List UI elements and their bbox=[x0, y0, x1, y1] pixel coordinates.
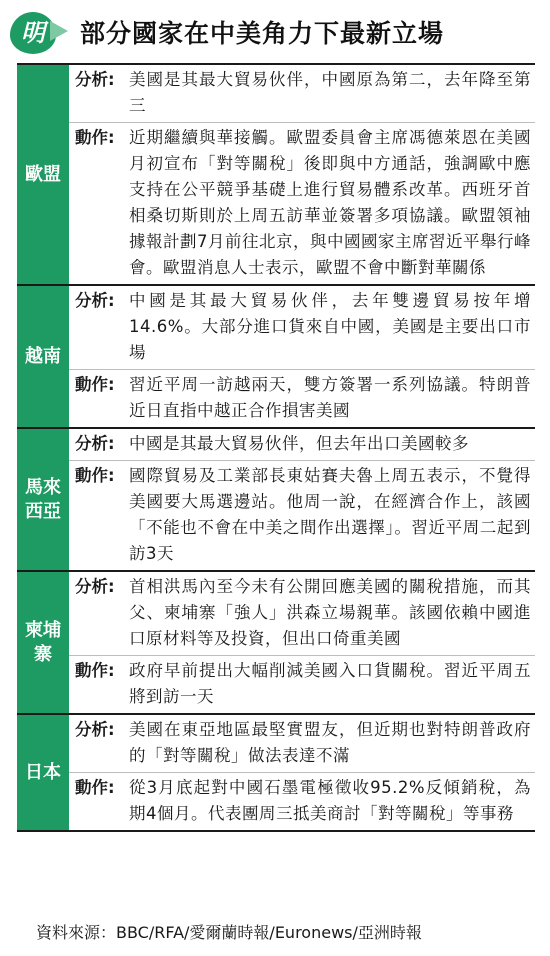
country-label: 歐盟 bbox=[17, 65, 69, 284]
country-block-cambodia bbox=[17, 572, 535, 715]
analysis-row bbox=[69, 429, 535, 460]
analysis-row bbox=[69, 572, 535, 655]
action-row bbox=[69, 655, 535, 713]
row-text: 中國是其最大貿易伙伴，去年雙邊貿易按年增14.6%。大部分進口貨來自中國，美國是主要出口市場 bbox=[129, 291, 531, 362]
row-text: 政府早前提出大幅削減美國入口貨關稅。習近平周五將到訪一天 bbox=[129, 661, 531, 706]
row-label: 動作: bbox=[75, 375, 115, 394]
row-label: 分析: bbox=[75, 577, 115, 596]
country-label: 馬來西亞 bbox=[17, 429, 69, 570]
analysis-row bbox=[69, 286, 535, 369]
action-row bbox=[69, 772, 535, 830]
country-block-eu bbox=[17, 65, 535, 286]
country-block-japan bbox=[17, 715, 535, 832]
country-label: 日本 bbox=[17, 715, 69, 830]
row-label: 分析: bbox=[75, 720, 115, 739]
row-text: 國際貿易及工業部長東姑賽夫魯上周五表示，不覺得美國要大馬選邊站。他周一說，在經濟合作上，該國「不能也不會在中美之間作出選擇」。習近平周二起到訪3天 bbox=[129, 466, 531, 563]
row-text: 美國是其最大貿易伙伴，中國原為第二，去年降至第三 bbox=[129, 70, 531, 115]
row-label: 動作: bbox=[75, 778, 115, 797]
source-note: 資料來源：BBC/RFA/愛爾蘭時報/Euronews/亞洲時報 bbox=[36, 923, 422, 942]
country-block-malaysia bbox=[17, 429, 535, 572]
row-text: 習近平周一訪越兩天，雙方簽署一系列協議。特朗普近日直指中越正合作損害美國 bbox=[129, 375, 531, 420]
row-text: 中國是其最大貿易伙伴，但去年出口美國較多 bbox=[129, 434, 469, 453]
country-label: 柬埔寨 bbox=[17, 572, 69, 713]
logo-char: 明 bbox=[21, 18, 45, 47]
row-text: 近期繼續與華接觸。歐盟委員會主席馮德萊恩在美國月初宣布「對等關稅」後即與中方通話，強調歐中應支持在公平競爭基礎上進行貿易體系改革。西班牙首相桑切斯則於上周五訪華並簽署多項協議。歐盟領袖據報計劃7月前往北京，與中國國家主席習近平舉行峰會。歐盟消息人士表示，歐盟不會中斷對華關係 bbox=[129, 128, 531, 277]
country-block-vietnam bbox=[17, 286, 535, 429]
logo-arrow-icon bbox=[50, 21, 68, 41]
header bbox=[10, 8, 545, 58]
page-title: 部分國家在中美角力下最新立場 bbox=[80, 19, 445, 48]
row-text: 美國在東亞地區最堅實盟友，但近期也對特朗普政府的「對等關稅」做法表達不滿 bbox=[129, 720, 531, 765]
row-text: 從3月底起對中國石墨電極徵收95.2%反傾銷稅，為期4個月。代表團周三抵美商討「對等關稅」等事務 bbox=[129, 778, 531, 823]
analysis-row bbox=[69, 65, 535, 122]
row-label: 動作: bbox=[75, 128, 115, 147]
row-label: 動作: bbox=[75, 466, 115, 485]
analysis-row bbox=[69, 715, 535, 772]
country-label: 越南 bbox=[17, 286, 69, 427]
action-row bbox=[69, 122, 535, 284]
positions-table bbox=[17, 63, 535, 832]
action-row bbox=[69, 460, 535, 570]
row-text: 首相洪馬內至今未有公開回應美國的關稅措施，而其父、柬埔寨「強人」洪森立場親華。該國依賴中國進口原材料等及投資，但出口倚重美國 bbox=[129, 577, 531, 648]
row-label: 分析: bbox=[75, 70, 115, 89]
action-row bbox=[69, 369, 535, 427]
row-label: 分析: bbox=[75, 291, 115, 310]
row-label: 分析: bbox=[75, 434, 115, 453]
row-label: 動作: bbox=[75, 661, 115, 680]
